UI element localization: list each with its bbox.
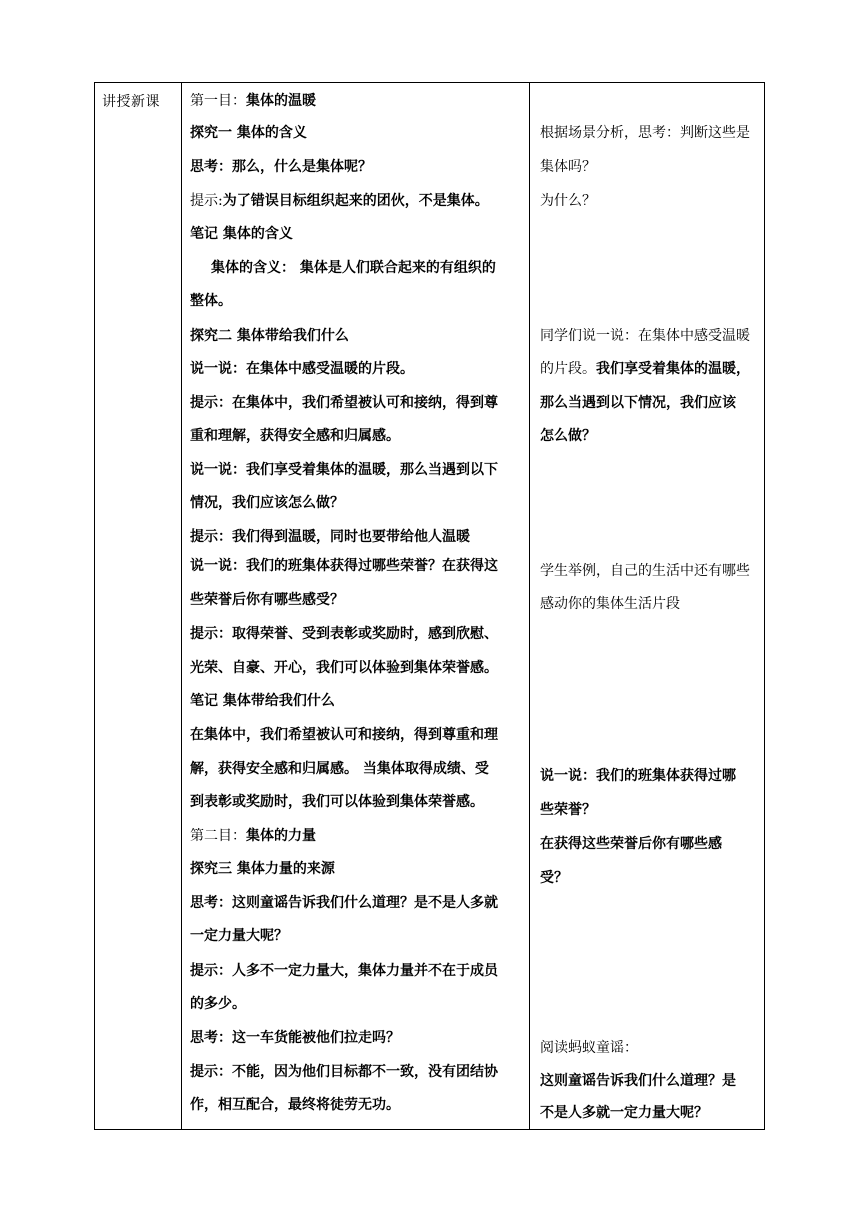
lesson-plan-table [94,82,765,1130]
content-line: 集体的含义： 集体是人们联合起来的有组织的 [211,260,496,276]
content-line: 提示：在集体中，我们希望被认可和接纳，得到尊 [190,395,498,411]
activity-line: 那么当遇到以下情况，我们应该 [540,395,736,411]
activity-line: 学生举例，自己的生活中还有哪些 [540,563,750,579]
content-line: 在集体中，我们希望被认可和接纳，得到尊重和理 [190,727,498,743]
activity-line: 不是人多就一定力量大呢？ [540,1105,708,1121]
content-line: 重和理解，获得安全感和归属感。 [190,428,400,444]
activity-line: 的片段。我们享受着集体的温暖， [540,361,750,377]
activity-line: 怎么做？ [540,428,596,444]
content-line: 些荣誉后你有哪些感受？ [190,592,344,608]
content-line: 思考：这则童谣告诉我们什么道理？是不是人多就 [190,895,498,911]
activity-line: 为什么？ [540,193,596,209]
content-line: 第二目：集体的力量 [190,828,316,844]
activity-line: 这则童谣告诉我们什么道理？是 [540,1073,736,1089]
activity-line: 受？ [540,870,568,886]
activity-line: 说一说：我们的班集体获得过哪 [540,768,736,784]
content-line: 笔记 集体带给我们什么 [190,693,335,709]
content-line: 提示:为了错误目标组织起来的团伙，不是集体。 [190,193,489,209]
content-line: 笔记 集体的含义 [190,226,293,242]
content-line: 解，获得安全感和归属感。 当集体取得成绩、受 [190,761,489,777]
content-line: 提示：我们得到温暖，同时也要带给他人温暖 [190,529,470,545]
activity-line: 同学们说一说：在集体中感受温暖 [540,328,750,344]
activity-line: 阅读蚂蚁童谣： [540,1040,638,1056]
activity-line: 根据场景分析，思考：判断这些是 [540,125,750,141]
content-line: 说一说：我们享受着集体的温暖，那么当遇到以下 [190,462,498,478]
content-line: 一定力量大呢？ [190,928,288,944]
content-line: 提示：不能，因为他们目标都不一致，没有团结协 [190,1064,498,1080]
content-line: 情况，我们应该怎么做？ [190,495,344,511]
column-divider [181,83,182,1129]
content-line: 说一说：我们的班集体获得过哪些荣誉？在获得这 [190,558,498,574]
content-line: 探究二 集体带给我们什么 [190,328,349,344]
content-line: 整体。 [190,293,232,309]
activity-line: 感动你的集体生活片段 [540,596,680,612]
content-line: 说一说：在集体中感受温暖的片段。 [190,361,414,377]
content-line: 提示：人多不一定力量大，集体力量并不在于成员 [190,963,498,979]
content-line: 提示：取得荣誉、受到表彰或奖励时，感到欣慰、 [190,626,498,642]
section-label: 讲授新课 [102,94,160,110]
content-line: 思考：那么，什么是集体呢？ [190,159,372,175]
column-divider [529,83,530,1129]
activity-line: 些荣誉？ [540,802,596,818]
activity-line: 在获得这些荣誉后你有哪些感 [540,836,722,852]
activity-line: 集体吗？ [540,159,596,175]
content-line: 思考：这一车货能被他们拉走吗？ [190,1030,400,1046]
content-line: 到表彰或奖励时，我们可以体验到集体荣誉感。 [190,794,484,810]
content-line: 第一目：集体的温暖 [190,93,316,109]
content-line: 探究一 集体的含义 [190,125,307,141]
content-line: 光荣、自豪、开心，我们可以体验到集体荣誉感。 [190,660,498,676]
content-line: 的多少。 [190,996,246,1012]
content-line: 作，相互配合，最终将徒劳无功。 [190,1097,400,1113]
content-line: 探究三 集体力量的来源 [190,861,335,877]
